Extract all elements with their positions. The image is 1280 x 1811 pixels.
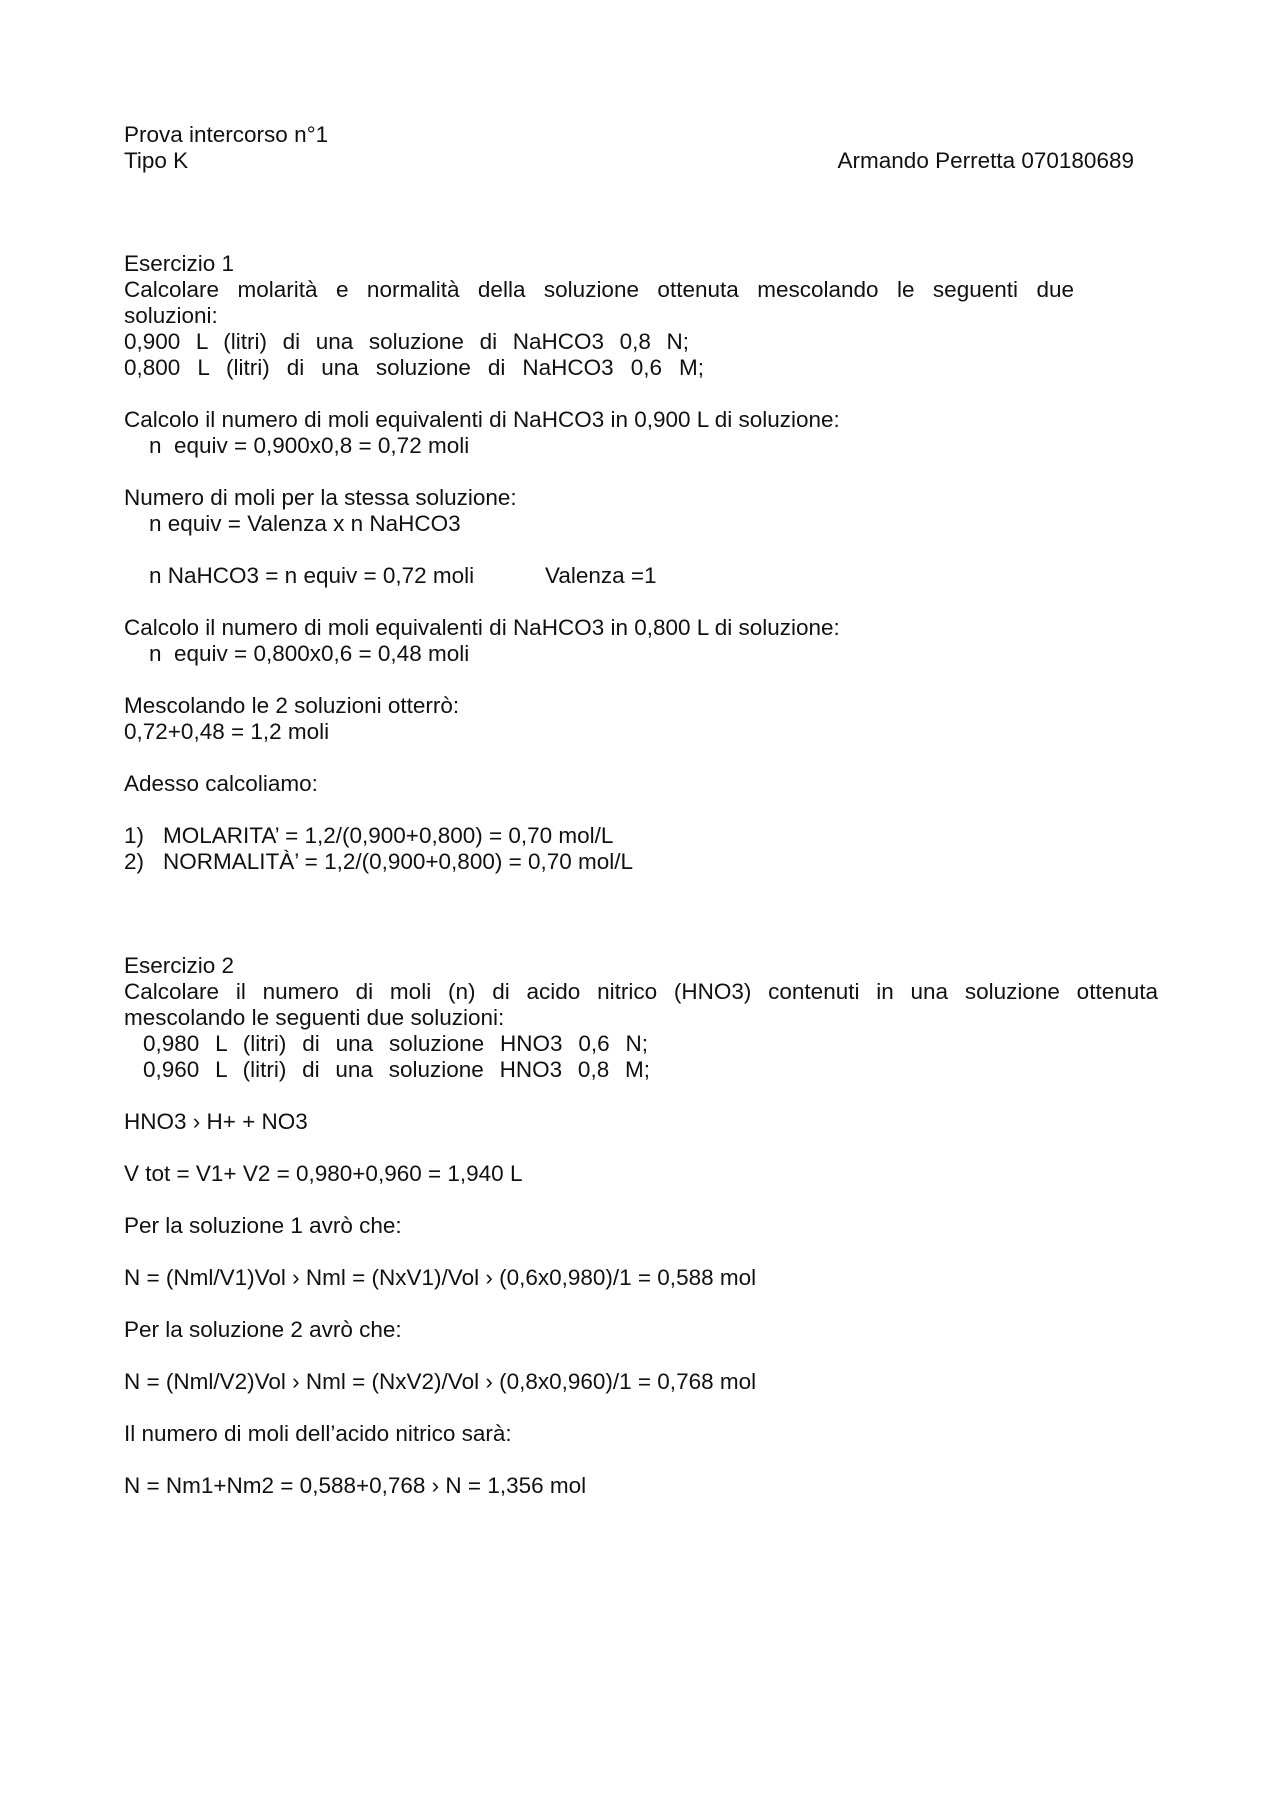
result-molarita bbox=[124, 823, 613, 849]
author-name: Armando Perretta 070180689 bbox=[837, 148, 1134, 173]
step-1-text: Calcolo il numero di moli equivalenti di NaHCO3 in 0,900 L di soluzione: bbox=[124, 407, 840, 432]
step-3-calc: n equiv = 0,800x0,6 = 0,48 moli bbox=[149, 641, 470, 666]
exercise-2-heading: Esercizio 2 bbox=[124, 953, 235, 978]
result-number: 1) bbox=[124, 823, 145, 848]
test-type: Tipo K bbox=[124, 148, 189, 173]
result-normalita bbox=[124, 849, 633, 875]
step-1-calc: n equiv = 0,900x0,8 = 0,72 moli bbox=[149, 433, 470, 458]
step-5-text: Adesso calcoliamo: bbox=[124, 771, 318, 796]
solution-1-intro: Per la soluzione 1 avrò che: bbox=[124, 1213, 402, 1238]
step-4-text: Mescolando le 2 soluzioni otterrò: bbox=[124, 693, 460, 718]
solution-1-calc: N = (Nml/V1)Vol › Nml = (NxV1)/Vol › (0,6x0,980)/1 = 0,588 mol bbox=[124, 1265, 757, 1290]
exercise-2-prompt: Calcolare il numero di moli (n) di acido nitrico (HNO3) contenuti in una soluzione ottenuta bbox=[124, 979, 1158, 1004]
exercise-2-solution-1: 0,980 L (litri) di una soluzione HNO3 0,6 N; bbox=[143, 1031, 648, 1056]
solution-2-calc: N = (Nml/V2)Vol › Nml = (NxV2)/Vol › (0,8x0,960)/1 = 0,768 mol bbox=[124, 1369, 757, 1394]
exercise-1-prompt: Calcolare molarità e normalità della soluzione ottenuta mescolando le seguenti due bbox=[124, 277, 1074, 302]
step-4-calc: 0,72+0,48 = 1,2 moli bbox=[124, 719, 330, 744]
exercise-1-solution-1: 0,900 L (litri) di una soluzione di NaHCO3 0,8 N; bbox=[124, 329, 689, 354]
step-2-valenza: Valenza =1 bbox=[545, 563, 657, 588]
result-text: NORMALITÀ’ = 1,2/(0,900+0,800) = 0,70 mol/L bbox=[163, 849, 634, 874]
exercise-2-solution-2: 0,960 L (litri) di una soluzione HNO3 0,8 M; bbox=[143, 1057, 650, 1082]
exercise-1-solution-2: 0,800 L (litri) di una soluzione di NaHCO3 0,6 M; bbox=[124, 355, 704, 380]
exercise-1-heading: Esercizio 1 bbox=[124, 251, 235, 276]
solution-2-intro: Per la soluzione 2 avrò che: bbox=[124, 1317, 402, 1342]
final-intro: Il numero di moli dell’acido nitrico sarà: bbox=[124, 1421, 512, 1446]
final-calc: N = Nm1+Nm2 = 0,588+0,768 › N = 1,356 mol bbox=[124, 1473, 587, 1498]
reaction-equation: HNO3 › H+ + NO3 bbox=[124, 1109, 308, 1134]
step-2-formula: n equiv = Valenza x n NaHCO3 bbox=[149, 511, 461, 536]
exercise-1-prompt-cont: soluzioni: bbox=[124, 303, 218, 328]
document-title: Prova intercorso n°1 bbox=[124, 122, 329, 147]
result-number: 2) bbox=[124, 849, 145, 874]
exercise-2-prompt-cont: mescolando le seguenti due soluzioni: bbox=[124, 1005, 505, 1030]
step-2-text: Numero di moli per la stessa soluzione: bbox=[124, 485, 517, 510]
step-3-text: Calcolo il numero di moli equivalenti di NaHCO3 in 0,800 L di soluzione: bbox=[124, 615, 840, 640]
step-2-calc: n NaHCO3 = n equiv = 0,72 moli bbox=[149, 563, 475, 588]
total-volume: V tot = V1+ V2 = 0,980+0,960 = 1,940 L bbox=[124, 1161, 523, 1186]
result-text: MOLARITA’ = 1,2/(0,900+0,800) = 0,70 mol/L bbox=[163, 823, 614, 848]
